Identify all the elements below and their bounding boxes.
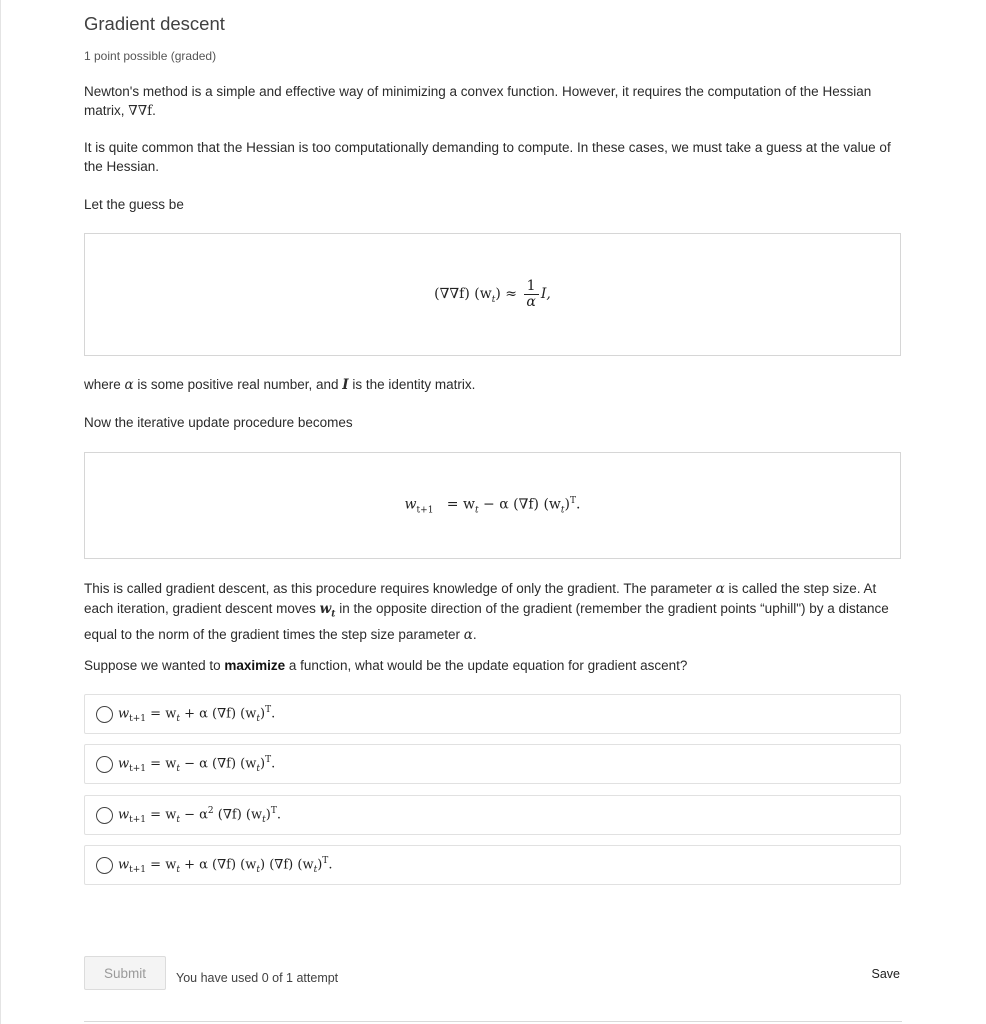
- paragraph-guess: Let the guess be: [84, 197, 184, 212]
- o4-d: .: [328, 856, 333, 872]
- eq-update-sub2: t: [474, 505, 479, 516]
- o2-a: = w: [146, 755, 177, 771]
- p4-identity: I: [342, 377, 349, 393]
- update-formula: [405, 496, 581, 515]
- paragraph-update-intro: Now the iterative update procedure becomes: [84, 415, 353, 430]
- o1-s2: t: [176, 713, 180, 724]
- o2-d: .: [271, 755, 276, 771]
- o2-sup: T: [265, 754, 272, 765]
- o2-c: ): [260, 755, 266, 771]
- save-button[interactable]: Save: [871, 967, 900, 981]
- choice-label-4: [118, 856, 332, 875]
- paragraph-newton: [84, 82, 902, 121]
- eq-update-end: .: [576, 496, 581, 513]
- o1-c: ): [260, 705, 266, 721]
- o2-s1: t+1: [129, 763, 147, 774]
- eq-denominator: α: [526, 294, 536, 310]
- o4-sup: T: [322, 855, 329, 866]
- o3-s2: t: [176, 814, 180, 825]
- o1-w: w: [118, 705, 130, 721]
- p7-a: Suppose we wanted to: [84, 658, 225, 673]
- o4-s4: t: [313, 864, 318, 875]
- choice-option-4[interactable]: [84, 845, 901, 885]
- problem-points: 1 point possible (graded): [84, 49, 217, 63]
- o3-b2: (∇f) (w: [213, 806, 263, 822]
- p6-alpha2: α: [463, 626, 473, 643]
- left-border: [0, 0, 1, 1024]
- p6-w: w: [319, 601, 332, 617]
- eq-identity: I,: [540, 286, 551, 303]
- eq-update-close: ): [564, 496, 570, 513]
- o4-s3: t: [256, 864, 261, 875]
- o4-b: + α (∇f) (w: [179, 856, 257, 872]
- eq-fraction: [523, 279, 538, 309]
- o1-s3: t: [256, 713, 261, 724]
- choice-option-2[interactable]: [84, 744, 901, 784]
- eq-hessian-approx: ) ≈: [495, 286, 522, 303]
- p4-alpha: α: [124, 377, 134, 393]
- o1-b: + α (∇f) (w: [179, 705, 257, 721]
- attempts-status: You have used 0 of 1 attempt: [176, 971, 339, 985]
- o2-b: − α (∇f) (w: [179, 755, 257, 771]
- hessian-symbol: ∇∇f: [128, 103, 153, 119]
- choice-option-3[interactable]: [84, 795, 901, 835]
- o3-d: .: [276, 806, 281, 822]
- o3-sq: 2: [207, 805, 214, 816]
- o1-a: = w: [146, 705, 177, 721]
- paragraph-alpha-def: [84, 375, 902, 395]
- submit-button[interactable]: Submit: [84, 956, 166, 990]
- p6-a: This is called gradient descent, as this procedure requires knowledge of only the gradient. The parameter: [84, 581, 716, 596]
- update-equation: [84, 452, 901, 559]
- o3-a: = w: [146, 806, 177, 822]
- o4-c: ) (∇f) (w: [260, 856, 314, 872]
- o4-a: = w: [146, 856, 177, 872]
- choice-option-1[interactable]: [84, 694, 901, 734]
- choice-label-2: [118, 755, 275, 774]
- o4-s1: t+1: [129, 864, 147, 875]
- eq-update-rest: − α (∇f) (w: [478, 496, 561, 513]
- paragraph-gradient-descent: [84, 579, 902, 645]
- o4-w: w: [118, 856, 130, 872]
- eq-hessian-sub: t: [491, 295, 496, 306]
- paragraph-newton-text: Newton's method is a simple and effective way of minimizing a convex function. However, it requires the computation of the Hessian matrix,: [84, 84, 872, 118]
- o3-s1: t+1: [129, 814, 147, 825]
- o2-s3: t: [256, 763, 261, 774]
- p6-d: .: [472, 626, 477, 642]
- eq-update-sub3: t: [560, 505, 565, 516]
- o2-s2: t: [176, 763, 180, 774]
- bottom-divider: [84, 1021, 902, 1022]
- hessian-approx-equation: [84, 233, 901, 356]
- paragraph-hessian-cost: It is quite common that the Hessian is too computationally demanding to compute. In these cases, we must take a guess at the value of the Hessian.: [84, 140, 891, 174]
- hessian-approx-formula: [434, 279, 551, 309]
- question-prompt: [84, 656, 902, 675]
- o3-b: − α: [179, 806, 208, 822]
- p6-wsub: t: [331, 609, 336, 620]
- o4-c2: ): [317, 856, 323, 872]
- eq-numerator: 1: [524, 279, 539, 295]
- p7-b: a function, what would be the update equation for gradient ascent?: [285, 658, 688, 673]
- choice-label-1: [118, 705, 275, 724]
- p6-c: in the opposite direction of the gradient (remember the gradient points “uphill") by a distance equal to the norm of the gradient times the step size parameter: [84, 601, 889, 642]
- p7-bold: maximize: [224, 658, 286, 673]
- o1-s1: t+1: [129, 713, 147, 724]
- p4-a: where: [84, 377, 125, 392]
- o3-s3: t: [262, 814, 266, 825]
- eq-update-sup: T: [569, 495, 576, 506]
- paragraph-newton-end: .: [152, 103, 156, 118]
- o4-s2: t: [176, 864, 180, 875]
- problem-title: Gradient descent: [84, 13, 225, 34]
- eq-hessian-lhs: (∇∇f) (w: [434, 286, 492, 303]
- choice-label-3: [118, 806, 281, 825]
- eq-update-sub: t+1: [416, 505, 434, 516]
- p4-b: is some positive real number, and: [133, 377, 343, 392]
- o3-sup: T: [270, 805, 277, 816]
- p6-alpha: α: [715, 581, 725, 597]
- p4-c: is the identity matrix.: [348, 377, 476, 392]
- o1-d: .: [271, 705, 276, 721]
- o1-sup: T: [265, 704, 272, 715]
- radio-button-4[interactable]: [96, 857, 113, 874]
- p6-b: is called the step size. At each iteration, gradient descent moves: [84, 581, 877, 616]
- o3-w: w: [118, 806, 130, 822]
- radio-button-2[interactable]: [96, 756, 113, 773]
- radio-button-3[interactable]: [96, 807, 113, 824]
- o2-w: w: [118, 755, 130, 771]
- o3-c: ): [265, 806, 271, 822]
- radio-button-1[interactable]: [96, 706, 113, 723]
- eq-update-w: w: [404, 496, 417, 513]
- eq-update-mid: = w: [442, 496, 475, 513]
